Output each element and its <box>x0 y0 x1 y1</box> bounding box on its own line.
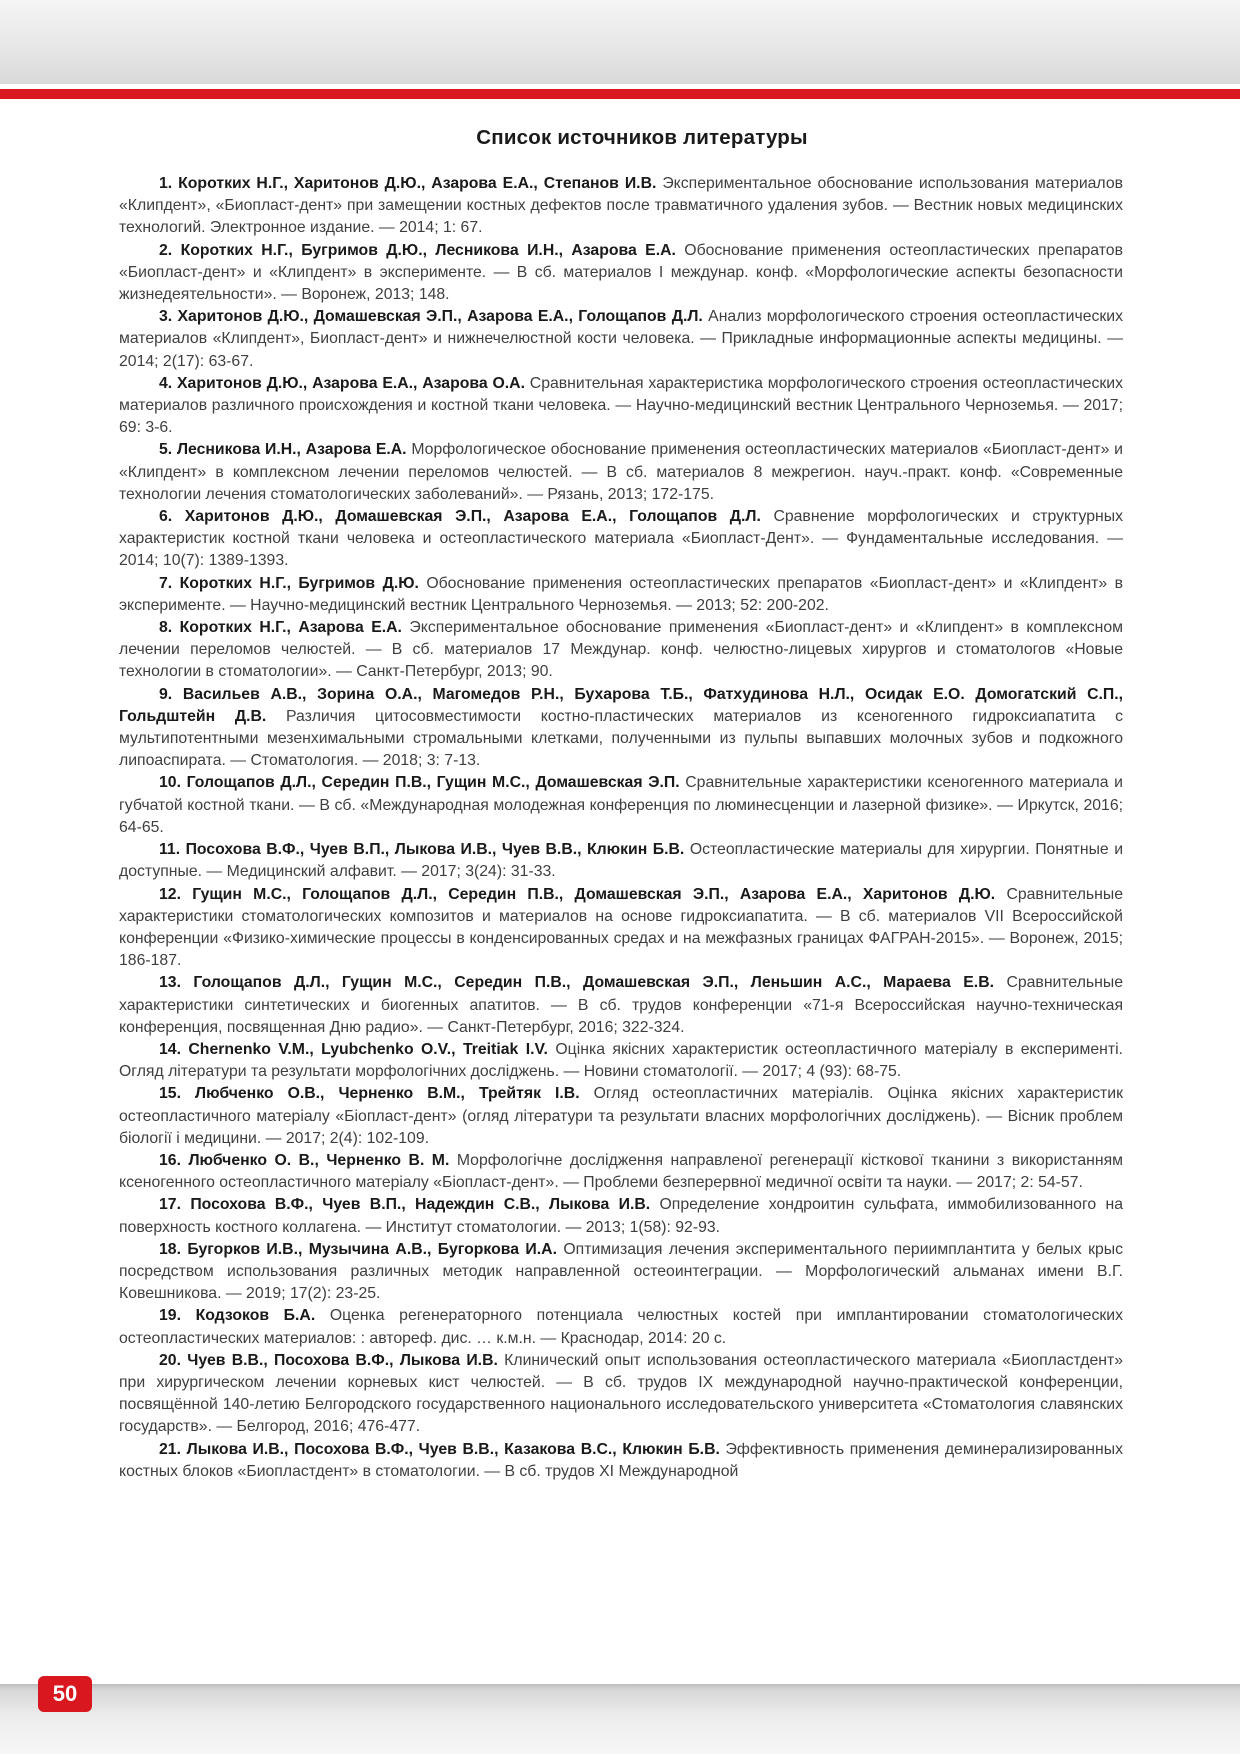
reference-authors: Гущин М.С., Голощапов Д.Л., Середин П.В., Домашевская Э.П., Азарова Е.А., Харитонов Д.Ю. <box>192 885 996 903</box>
reference-item <box>119 1439 1123 1483</box>
reference-authors: Посохова В.Ф., Чуев В.П., Надеждин С.В., Лыкова И.В. <box>190 1196 651 1214</box>
reference-authors: Любченко О. В., Черненко В. М. <box>188 1151 450 1169</box>
reference-item <box>119 1305 1123 1349</box>
reference-authors: Васильев А.В., Зорина О.А., Магомедов Р.Н., Бухарова Т.Б., Фатхудинова Н.Л., Осидак Е.О. Домогатский С.П., Гольдштейн Д.В. <box>119 685 1124 725</box>
reference-item <box>119 1194 1123 1238</box>
reference-authors: Коротких Н.Г., Бугримов Д.Ю., Лесникова И.Н., Азарова Е.А. <box>180 241 676 259</box>
reference-number: 10. <box>159 774 181 792</box>
reference-item <box>119 573 1123 617</box>
reference-item <box>119 240 1123 307</box>
reference-authors: Коротких Н.Г., Азарова Е.А. <box>179 619 402 637</box>
reference-number: 7. <box>159 574 173 592</box>
reference-item <box>119 1039 1123 1083</box>
reference-authors: Голощапов Д.Л., Гущин М.С., Середин П.В., Домашевская Э.П., Леньшин А.С., Мараева Е.В. <box>193 974 994 992</box>
reference-number: 14. <box>159 1040 181 1058</box>
reference-number: 8. <box>159 619 173 637</box>
footer-band <box>0 1684 1240 1754</box>
reference-authors: Бугорков И.В., Музычина А.В., Бугоркова И.А. <box>187 1240 557 1258</box>
reference-item <box>119 1150 1123 1194</box>
reference-number: 1. <box>159 175 173 192</box>
reference-text: Определение хондроитин сульфата, иммобилизованного на поверхность костного коллагена. — Институт стоматологии. — 2013; 1(58): 92-93. <box>119 1196 1124 1236</box>
reference-text: Оценка регенераторного потенциала челюстных костей при имплантировании стоматологических остеопластических материалов: : автореф. дис. … к.м.н. — Краснодар, 2014: 20 с. <box>119 1307 1123 1347</box>
reference-number: 20. <box>159 1351 181 1369</box>
reference-item <box>119 1350 1123 1439</box>
reference-number: 21. <box>159 1440 181 1458</box>
reference-number: 5. <box>159 441 173 459</box>
reference-text: Сравнительные характеристики синтетических и биогенных апатитов. — В сб. трудов конференции «71-я Всероссийская научно-техническая конференция, посвященная Дню радио». — Санкт-Петербург, 2016; 322-324. <box>119 974 1124 1036</box>
reference-number: 3. <box>159 308 173 326</box>
reference-number: 17. <box>159 1196 181 1214</box>
reference-authors: Лесникова И.Н., Азарова Е.А. <box>176 441 407 459</box>
reference-item <box>119 173 1123 240</box>
reference-authors: Харитонов Д.Ю., Домашевская Э.П., Азарова Е.А., Голощапов Д.Л. <box>184 508 761 526</box>
header-band <box>0 0 1240 84</box>
header-accent-stripe <box>0 89 1240 99</box>
reference-number: 18. <box>159 1240 181 1258</box>
reference-authors: Лыкова И.В., Посохова В.Ф., Чуев В.В., Казакова В.С., Клюкин Б.В. <box>186 1440 720 1458</box>
reference-number: 13. <box>159 974 181 992</box>
reference-item <box>119 772 1123 839</box>
reference-authors: Любченко О.В., Черненко В.М., Трейтяк І.В. <box>194 1085 580 1103</box>
page-number-badge: 50 <box>38 1676 92 1712</box>
reference-text: Сравнительные характеристики ксеногенного материала и губчатой костной ткани. — В сб. «Международная молодежная конференция по люминесценции и лазерной физике». — Иркутск, 2016; 64-65. <box>119 774 1123 836</box>
reference-item <box>119 506 1123 573</box>
reference-text: Различия цитосовместимости костно-пластических материалов из ксеногенного гидроксиапатита с мультипотентными мезенхимальными стромальными клетками, полученными из пульпы выпавших молочных зубов и подкожного липоаспирата. — Стоматология. — 2018; 3: 7-13. <box>119 707 1124 770</box>
reference-authors: Chernenko V.M., Lyubchenko O.V., Treitiak I.V. <box>188 1040 548 1058</box>
reference-number: 9. <box>159 685 173 703</box>
reference-authors: Коротких Н.Г., Бугримов Д.Ю. <box>179 574 419 592</box>
reference-text: Экспериментальное обоснование применения «Биопласт-дент» и «Клипдент» в комплексном лечении переломов челюстей. — В сб. материалов 17 Междунар. конф. челюстно-лицевых хирургов и стоматологов «Новые технологии в стоматологии». — Санкт-Петербург, 2013; 90. <box>119 619 1124 681</box>
reference-text: Эффективность применения деминерализированных костных блоков «Биопластдент» в стоматологии. — В сб. трудов XI Международной <box>119 1440 1123 1480</box>
reference-text: Сравнительные характеристики стоматологических композитов и материалов на основе гидроксиапатита. — В сб. материалов VII Всероссийской конференции «Физико-химические процессы в конденсированных средах и на межфазных границах ФАГРАН-2015». — Воронеж, 2015; 186-187. <box>119 885 1124 970</box>
reference-number: 12. <box>159 885 181 903</box>
reference-item <box>119 1083 1123 1150</box>
reference-authors: Харитонов Д.Ю., Домашевская Э.П., Азарова Е.А., Голощапов Д.Л. <box>177 308 703 326</box>
reference-text: Сравнение морфологических и структурных характеристик костной ткани человека и остеопластического материала «Биопласт-Дент». — Фундаментальные исследования. — 2014; 10(7): 1389-1393. <box>119 508 1124 570</box>
reference-number: 15. <box>159 1085 181 1103</box>
reference-text: Экспериментальное обоснование использования материалов «Клипдент», «Биопласт-дент» при замещении костных дефектов после травматичного удаления зубов. — Вестник новых медицинских технологий. Электронное издание. — 2014; 1: 67. <box>119 175 1123 237</box>
reference-text: Морфологічне дослідження направленої регенерації кісткової тканини з використанням ксеногенного остеопластичного матеріалу «Біопласт-дент». — Проблеми безперервної медичної освіти та науки. — 2017; 2: 54-57. <box>119 1151 1124 1192</box>
reference-number: 16. <box>159 1151 181 1169</box>
reference-item <box>119 884 1123 973</box>
reference-text: Анализ морфологического строения остеопластических материалов «Клипдент», Биопласт-дент» и нижнечелюстной кости человека. — Прикладные информационные аспекты медицины. — 2014; 2(17): 63-67. <box>119 308 1124 370</box>
reference-authors: Посохова В.Ф., Чуев В.П., Лыкова И.В., Чуев В.В., Клюкин Б.В. <box>185 841 685 859</box>
reference-authors: Голощапов Д.Л., Середин П.В., Гущин М.С., Домашевская Э.П. <box>186 774 680 792</box>
reference-number: 2. <box>159 241 173 259</box>
reference-authors: Харитонов Д.Ю., Азарова Е.А., Азарова О.А. <box>177 374 525 392</box>
reference-number: 19. <box>159 1307 181 1325</box>
reference-text: Огляд остеопластичних матеріалів. Оцінка якісних характеристик остеопластичного матеріалу «Біопласт-дент» (огляд літератури та результати власних морфологічних досліджень). — Вісник проблем біології і медицини. — 2017; 2(4): 102-109. <box>119 1085 1124 1147</box>
reference-item <box>119 972 1123 1039</box>
reference-number: 4. <box>159 374 173 392</box>
reference-list <box>119 173 1123 1483</box>
reference-authors: Коротких Н.Г., Харитонов Д.Ю., Азарова Е.А., Степанов И.В. <box>178 175 657 192</box>
reference-number: 6. <box>159 508 173 526</box>
reference-text: Морфологическое обоснование применения остеопластических материалов «Биопласт-дент» и «Клипдент» в комплексном лечении переломов челюстей. — В сб. материалов 8 межрегион. науч.-практ. конф. «Современные технологии лечения стоматологических заболеваний». — Рязань, 2013; 172-175. <box>119 441 1124 503</box>
reference-text: Остеопластические материалы для хирургии. Понятные и доступные. — Медицинский алфавит. — 2017; 3(24): 31-33. <box>119 841 1124 881</box>
reference-item <box>119 306 1123 373</box>
reference-text: Сравнительная характеристика морфологического строения остеопластических материалов различного происхождения и костной ткани человека. — Научно-медицинский вестник Центрального Черноземья. — 2017; 69: 3-6. <box>119 374 1123 437</box>
reference-item <box>119 373 1123 440</box>
reference-item <box>119 1239 1123 1306</box>
reference-item <box>119 617 1123 684</box>
reference-text: Оцінка якісних характеристик остеопластичного матеріалу в експерименті. Огляд літератури та результати морфологічних досліджень. — Новини стоматології. — 2017; 4 (93): 68-75. <box>119 1040 1124 1081</box>
reference-item <box>119 684 1123 773</box>
reference-number: 11. <box>159 841 181 859</box>
reference-text: Клинический опыт использования остеопластического материала «Биопластдент» при хирургическом лечении корневых кист челюстей. — В сб. трудов IX международной научно-практической конференции, посвящённой 140-летию Белгородского государственного национального исследовательского университета «Стоматология славянских государств». — Белгород, 2016; 476-477. <box>119 1351 1123 1436</box>
reference-item <box>119 839 1123 883</box>
reference-text: Обоснование применения остеопластических препаратов «Биопласт-дент» и «Клипдент» в эксперименте. — Научно-медицинский вестник Центрального Черноземья. — 2013; 52: 200-202. <box>119 574 1124 614</box>
reference-text: Оптимизация лечения экспериментального периимплантита у белых крыс посредством использования различных методик направленной остеоинтеграции. — Морфологический альманах имени В.Г. Ковешникова. — 2019; 17(2): 23-25. <box>119 1240 1124 1303</box>
page-title: Список источников литературы <box>476 126 808 149</box>
reference-item <box>119 439 1123 506</box>
reference-authors: Кодзоков Б.А. <box>195 1307 316 1325</box>
reference-text: Обоснование применения остеопластических препаратов «Биопласт-дент» и «Клипдент» в эксперименте. — В сб. материалов I междунар. конф. «Морфологические аспекты безопасности жизнедеятельности». — Воронеж, 2013; 148. <box>119 241 1123 304</box>
reference-authors: Чуев В.В., Посохова В.Ф., Лыкова И.В. <box>187 1351 498 1369</box>
